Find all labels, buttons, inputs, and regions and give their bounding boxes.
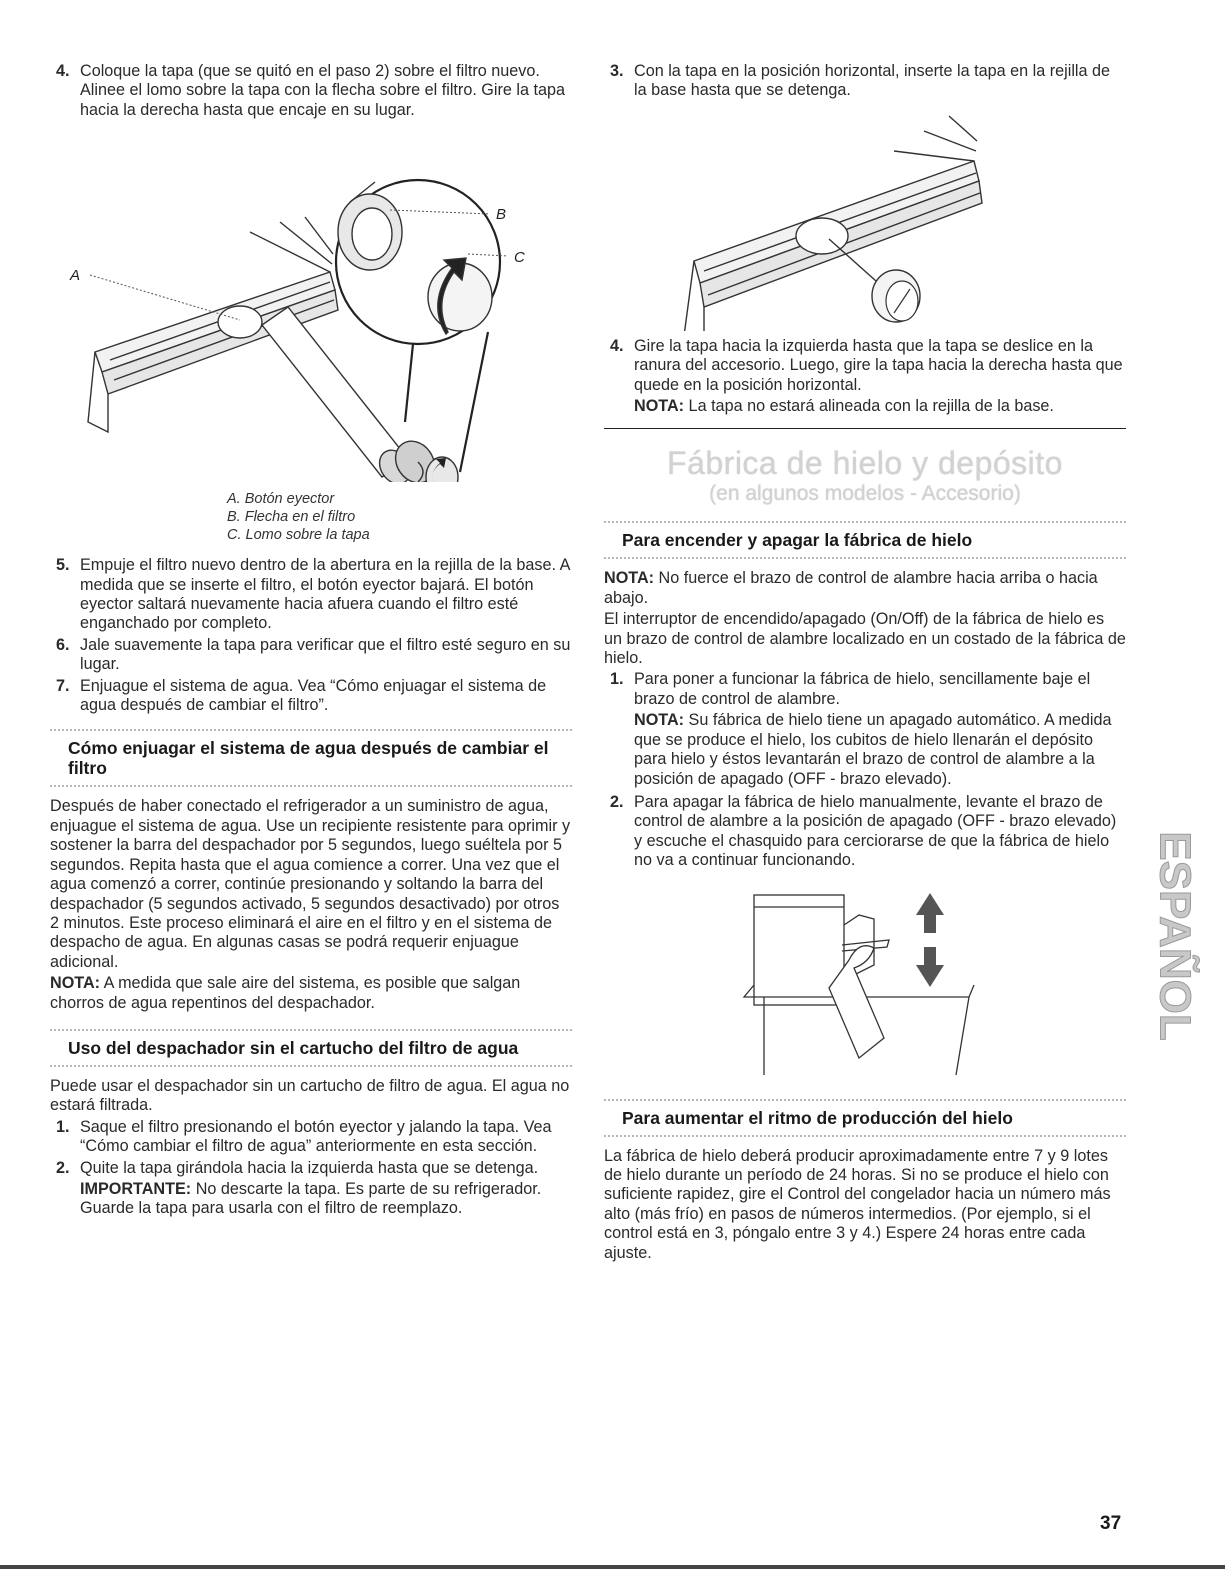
step-4-note	[604, 397, 1126, 416]
section-title-rinse: Cómo enjuagar el sistema de agua después de cambiar el filtro	[50, 729, 572, 787]
steps-5-7	[50, 556, 572, 715]
right-column	[604, 62, 1126, 1263]
on-off-step-1	[604, 670, 1126, 709]
note-label: NOTA:	[634, 397, 685, 416]
rinse-note	[50, 974, 572, 1013]
rinse-body: Después de haber conectado el refrigerador a un suministro de agua, enjuague el sistema de agua. Use un recipiente resistente para oprimir y sostener la barra del despachador por 5 segundos, luego suéltela por 5 segundos. Repita hasta que el agua comience a correr. Una vez que el agua comenzó a correr, continúe presionando y soltando la barra del despachador (5 segundos activado, 5 segundos desactivado) por otros 2 minutos. Este proceso eliminará el aire en el filtro y en el sistema de despacho de agua. En algunas casas se podrá requerir enjuague adicional.	[50, 797, 571, 971]
step-text: Gire la tapa hacia la izquierda hasta que la tapa se deslice en la ranura del accesorio. Luego, gire la tapa hacia la derecha hasta que quede en la posición horizontal.	[634, 336, 1123, 394]
note-text: La tapa no estará alineada con la rejilla de la base.	[684, 397, 1054, 416]
ice-maker-title: Fábrica de hielo y depósito	[667, 445, 1063, 482]
step-7	[50, 677, 572, 716]
step-text: Empuje el filtro nuevo dentro de la abertura en la rejilla de la base. A medida que se inserte el filtro, el botón eyector bajará. El botón eyector saltará nuevamente hacia afuera cuando el filtro esté enganchado por completo.	[80, 556, 570, 633]
language-side-tab	[1144, 812, 1200, 1060]
on-off-step-2	[604, 793, 1126, 871]
label-b: B	[496, 206, 507, 224]
on-off-note	[604, 569, 1126, 608]
label-a: A	[70, 267, 81, 285]
on-off-body: El interruptor de encendido/apagado (On/Off) de la fábrica de hielo es un brazo de control de alambre localizado en un costado de la fábrica de hielo.	[604, 610, 1126, 668]
note-label: NOTA:	[50, 974, 101, 993]
step-text: Enjuague el sistema de agua. Vea “Cómo enjuagar el sistema de agua después de cambiar el filtro”.	[80, 676, 547, 715]
step-number: 2.	[56, 1158, 70, 1177]
step-number: 1.	[610, 670, 624, 689]
step-text: Con la tapa en la posición horizontal, inserte la tapa en la rejilla de la base hasta que se detenga.	[634, 62, 1111, 100]
important-text: No descarte la tapa. Es parte de su refrigerador. Guarde la tapa para usarla con el filtro de reemplazo.	[80, 1179, 542, 1218]
filter-install-figure	[50, 122, 572, 482]
section-title-on-off: Para encender y apagar la fábrica de hielo	[604, 521, 1126, 559]
on-off-step-1-note	[604, 711, 1126, 789]
step-5	[50, 556, 572, 634]
no-filter-intro: Puede usar el despachador sin un cartucho de filtro de agua. El agua no estará filtrada.	[50, 1076, 570, 1115]
note-text: No fuerce el brazo de control de alambre hacia arriba o hacia abajo.	[604, 569, 1098, 607]
step-number: 2.	[610, 792, 624, 811]
ice-maker-figure	[604, 885, 1126, 1085]
step-text: Quite la tapa girándola hacia la izquierda hasta que se detenga.	[80, 1158, 539, 1177]
caption-b: B. Flecha en el filtro	[227, 509, 356, 526]
note-label: NOTA:	[634, 711, 685, 730]
section-title-no-filter: Uso del despachador sin el cartucho del filtro de agua	[50, 1029, 572, 1067]
step-number: 1.	[56, 1117, 70, 1136]
left-column	[50, 62, 572, 1219]
section-title-rate: Para aumentar el ritmo de producción del hielo	[604, 1099, 1126, 1137]
no-filter-step-1	[50, 1118, 572, 1157]
caption-a: A. Botón eyector	[227, 491, 335, 508]
note-label: NOTA:	[604, 569, 655, 588]
caption-c: C. Lomo sobre la tapa	[227, 527, 370, 544]
step-number: 5.	[56, 556, 70, 575]
step-3-right	[604, 62, 1126, 101]
section-divider	[604, 428, 1126, 429]
note-text: Su fábrica de hielo tiene un apagado automático. A medida que se produce el hielo, los cubitos de hielo llenarán el depósito para hielo y éstos levantarán el brazo de control de alambre a la posición de apagado (OFF - brazo elevado).	[634, 711, 1112, 788]
note-text: A medida que sale aire del sistema, es posible que salgan chorros de agua repentinos del despachador.	[50, 974, 521, 1012]
step-text: Para apagar la fábrica de hielo manualmente, levante el brazo de control de alambre a la posición de apagado (OFF - brazo elevado) y escuche el chasquido para cerciorarse de que la fábrica de hielo no va a continuar funcionando.	[634, 792, 1117, 870]
label-c: C	[514, 249, 525, 267]
step-number: 6.	[56, 635, 70, 654]
ice-maker-arm-illustration	[604, 885, 1126, 1085]
important-label: IMPORTANTE:	[80, 1179, 192, 1198]
step-number: 7.	[56, 676, 70, 695]
step-number: 4.	[56, 62, 70, 80]
filter-cap-illustration	[50, 122, 572, 482]
no-filter-step-2	[50, 1159, 572, 1178]
figure-caption	[227, 490, 572, 544]
step-4-left	[50, 62, 572, 120]
step-text: Jale suavemente la tapa para verificar que el filtro esté seguro en su lugar.	[80, 635, 571, 674]
bottom-rule	[0, 1565, 1225, 1569]
step-number: 3.	[610, 62, 624, 80]
ice-maker-subtitle: (en algunos modelos - Accesorio)	[709, 482, 1021, 506]
step-text: Saque el filtro presionando el botón eyector y jalando la tapa. Vea “Cómo cambiar el filtro de agua” anteriormente en esta sección.	[80, 1117, 552, 1156]
cap-insert-illustration	[604, 111, 1126, 331]
cap-insert-figure	[604, 111, 1126, 331]
step-6	[50, 636, 572, 675]
step-text: Coloque la tapa (que se quitó en el paso 2) sobre el filtro nuevo. Alinee el lomo sobre la tapa con la flecha sobre el filtro. Gire la tapa hacia la derecha hasta que encaje en su lugar.	[80, 62, 565, 119]
step-text: Para poner a funcionar la fábrica de hielo, sencillamente baje el brazo de control de alambre.	[634, 670, 1091, 708]
side-tab-text: ESPAÑOL	[1150, 831, 1200, 1041]
page-number: 37	[1100, 1513, 1122, 1534]
step-4-right	[604, 337, 1126, 395]
rate-body: La fábrica de hielo deberá producir aproximadamente entre 7 y 9 lotes de hielo durante un período de 24 horas. Si no se produce el hielo con suficiente rapidez, gire el Control del congelador hacia un número más alto (más frío) en pasos de números intermedios. (Por ejemplo, si el control está en 3, póngalo entre 3 y 4.) Espere 24 horas entre cada ajuste.	[604, 1146, 1111, 1262]
step-number: 4.	[610, 336, 624, 355]
important-note	[50, 1180, 572, 1219]
